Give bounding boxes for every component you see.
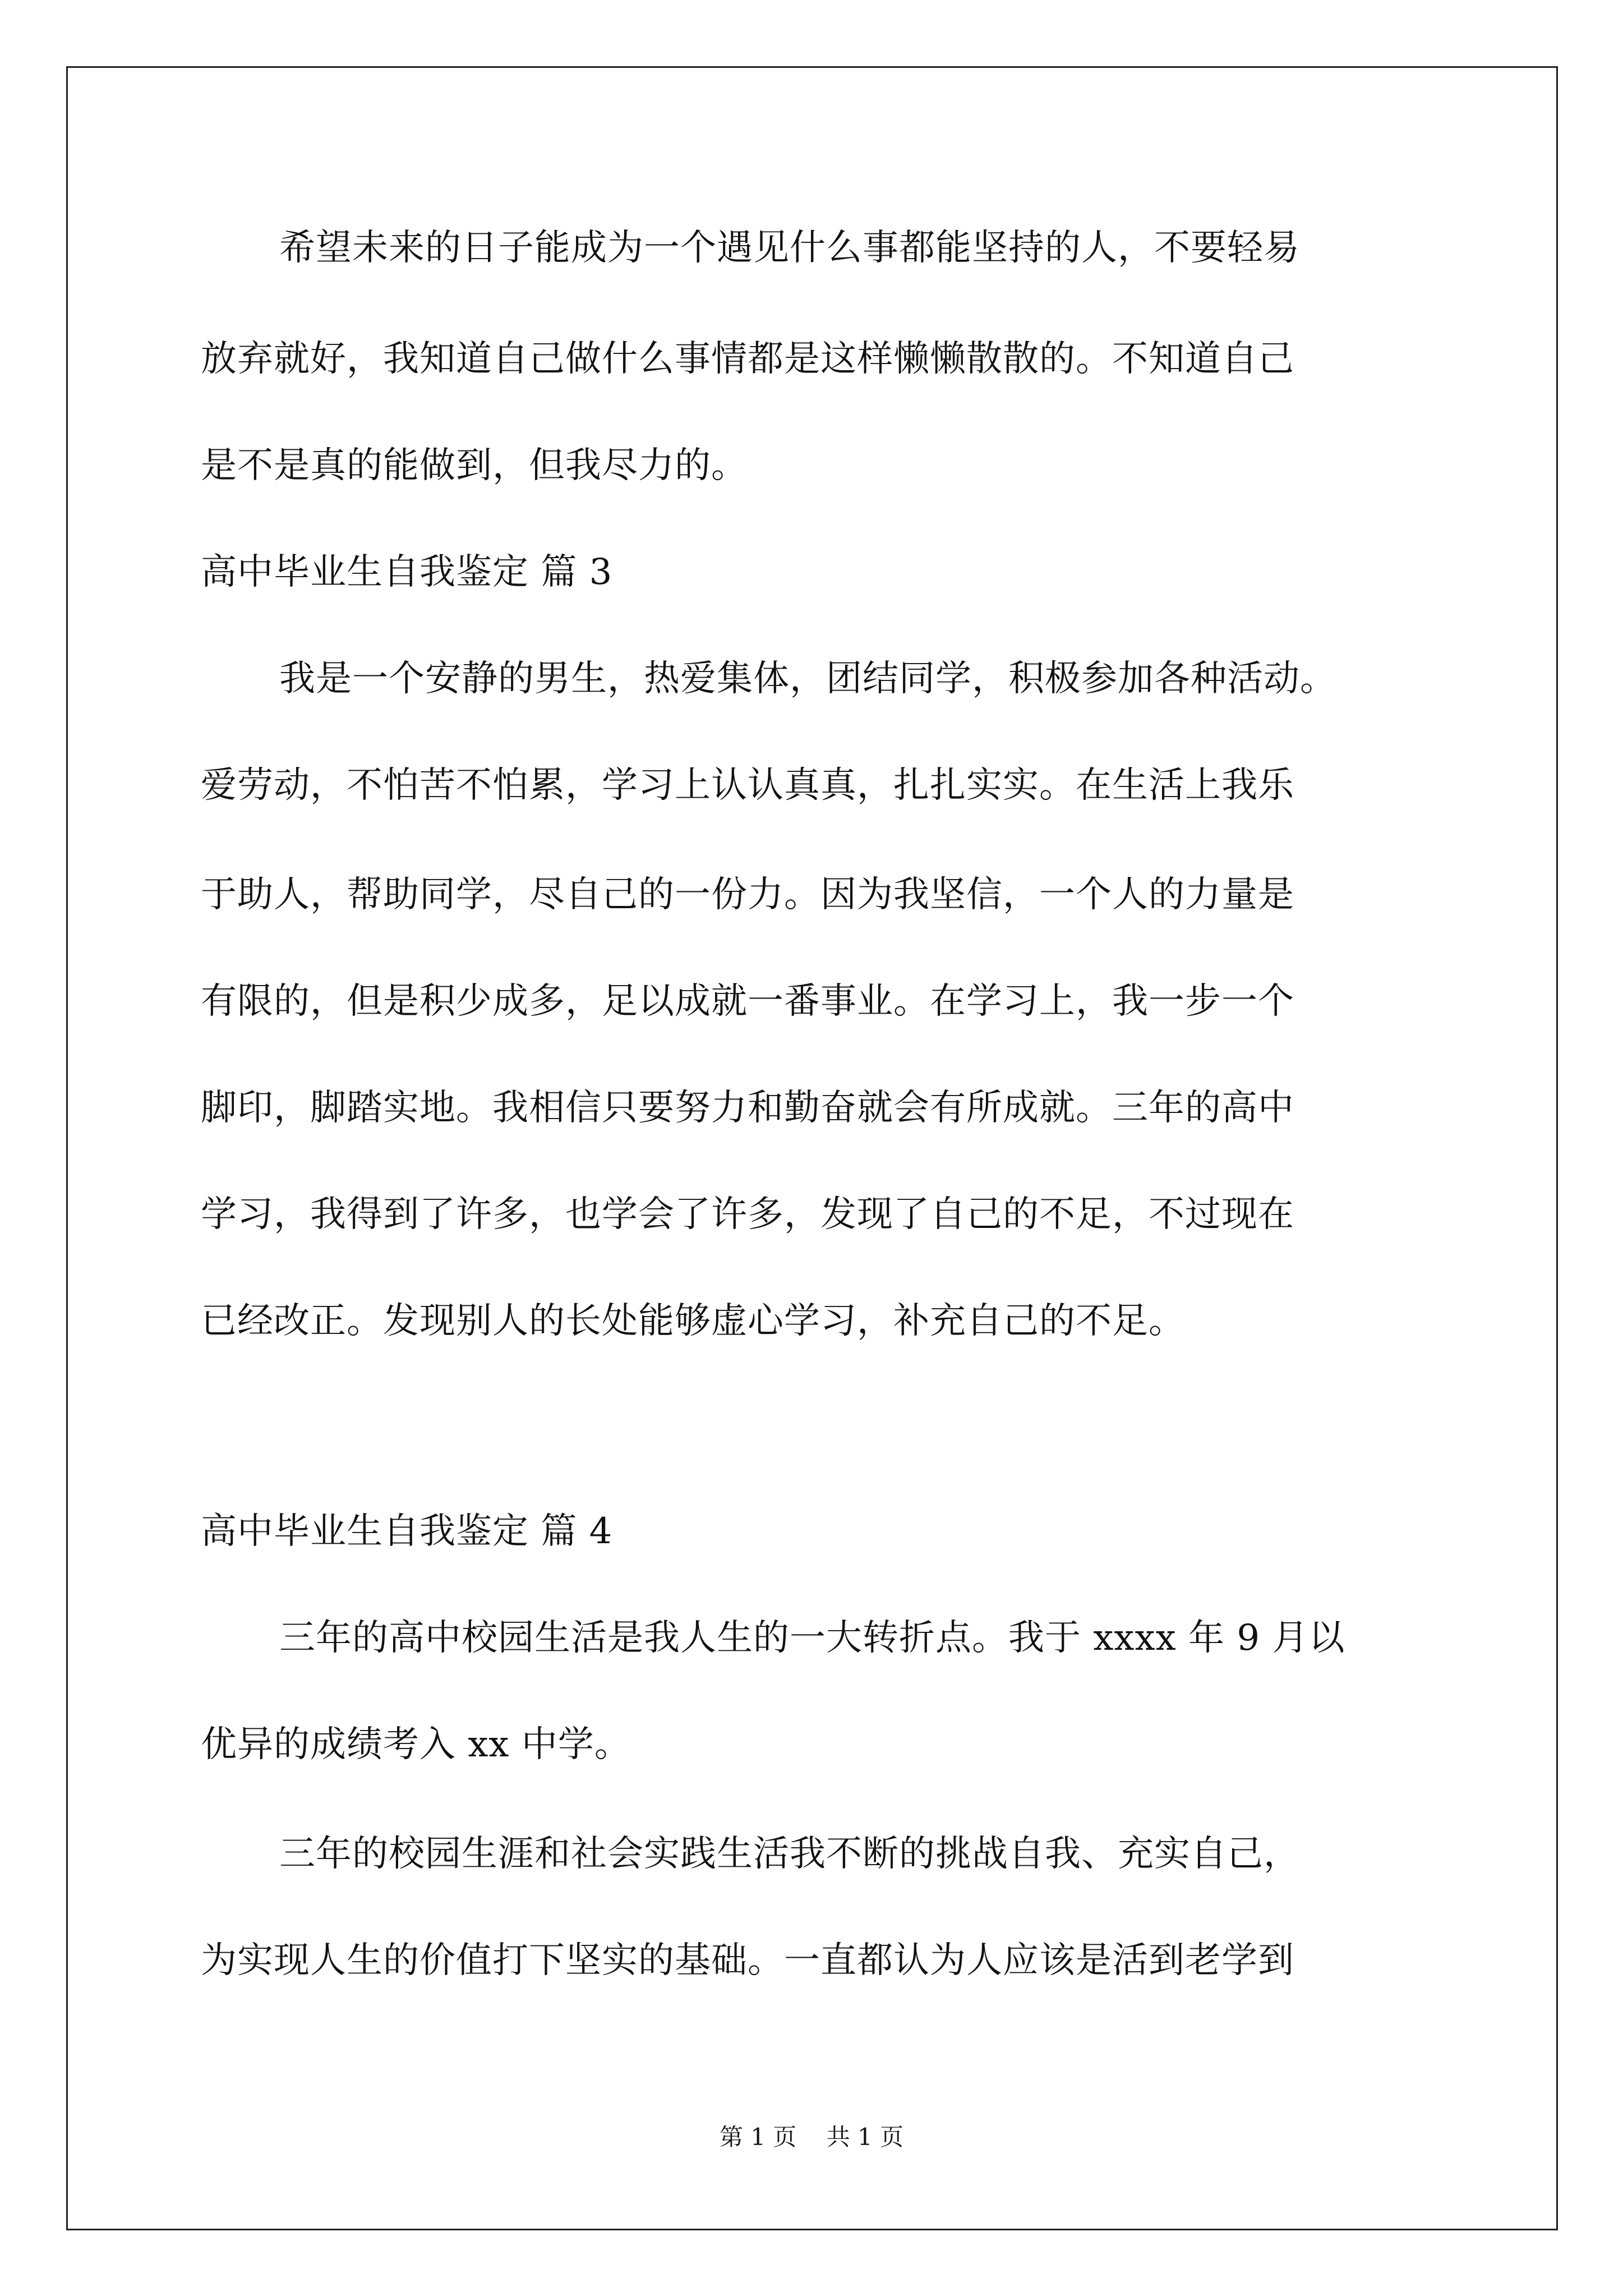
paragraph-line: 有限的，但是积少成多，足以成就一番事业。在学习上，我一步一个	[201, 981, 1294, 1022]
paragraph-line: 已经改正。发现别人的长处能够虚心学习，补充自己的不足。	[201, 1300, 1185, 1342]
paragraph-line: 三年的校园生涯和社会实践生活我不断的挑战自我、充实自己，	[279, 1833, 1300, 1875]
paragraph-line: 我是一个安静的男生，热爱集体，团结同学，积极参加各种活动。	[279, 658, 1336, 700]
paragraph-line: 是不是真的能做到，但我尽力的。	[201, 445, 748, 486]
paragraph-line: 爱劳动，不怕苦不怕累，学习上认认真真，扎扎实实。在生活上我乐	[201, 765, 1294, 806]
section-heading: 高中毕业生自我鉴定 篇 4	[201, 1511, 613, 1552]
paragraph-line: 优异的成绩考入 xx 中学。	[201, 1724, 631, 1765]
paragraph-line: 脚印，脚踏实地。我相信只要努力和勤奋就会有所成就。三年的高中	[201, 1087, 1294, 1129]
section-heading: 高中毕业生自我鉴定 篇 3	[201, 551, 613, 593]
paragraph-line: 希望未来的日子能成为一个遇见什么事都能坚持的人，不要轻易	[279, 227, 1300, 269]
paragraph-line: 为实现人生的价值打下坚实的基础。一直都认为人应该是活到老学到	[201, 1940, 1294, 1981]
paragraph-line: 三年的高中校园生活是我人生的一大转折点。我于 xxxx 年 9 月以	[279, 1617, 1345, 1659]
page-footer: 第 1 页 共 1 页	[719, 2123, 904, 2151]
page-border	[66, 66, 1558, 2230]
paragraph-line: 学习，我得到了许多，也学会了许多，发现了自己的不足，不过现在	[201, 1194, 1294, 1235]
paragraph-line: 于助人，帮助同学，尽自己的一份力。因为我坚信，一个人的力量是	[201, 874, 1294, 915]
paragraph-line: 放弃就好，我知道自己做什么事情都是这样懒懒散散的。不知道自己	[201, 338, 1294, 380]
